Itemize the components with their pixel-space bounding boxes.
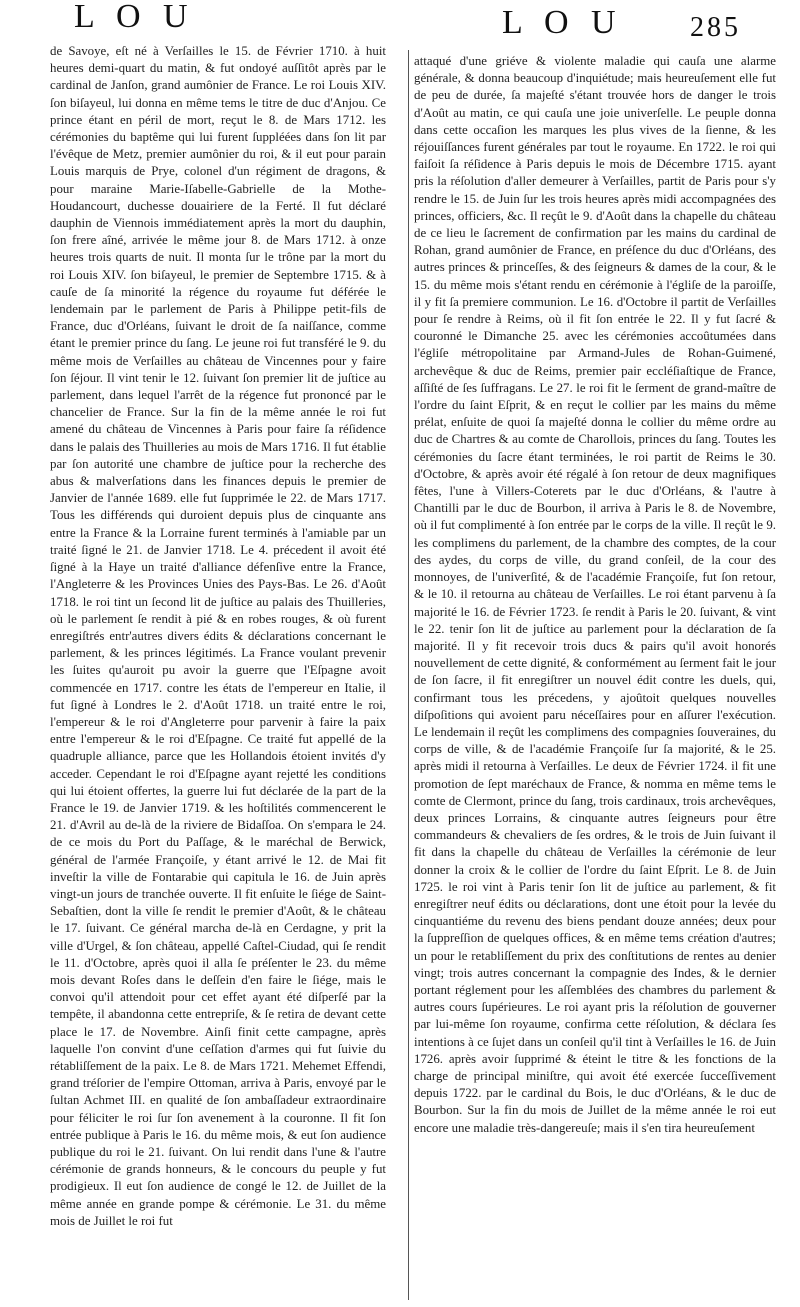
page-header bbox=[0, 0, 800, 43]
text-column-right bbox=[414, 53, 776, 1305]
left-column-text: de Savoye, eſt né à Verſailles le 15. de Février 1710. à huit heures demi-quart du matin, & fut ondoyé auſſitôt après par le cardinal de Janſon, grand aumônier de France. Le roi Louis XIV. ſon biſayeul, lui donna en même tems le titre de duc d'Anjou. Ce prince étant en péril de mort, reçut le 8. de Mars 1712. les cérémonies du baptême qui lui furent ſuppléées dans ſon lit par l'évêque de Metz, premier aumônier du roi, & il eut pour parain Louis marquis de Prye, colonel d'un régiment de dragons, & pour maraine Marie-Iſabelle-Gabrielle de la Mothe-Houdancourt, duchesse douairiere de la Ferté. Il fut déclaré dauphin de Viennois immédiatement après la mort du dauphin, ſon frere aîné, arrivée le même jour 8. de Mars 1712. à onze heures trois quarts de nuit. Il monta ſur le trône par la mort du roi Louis XIV. ſon biſayeul, le premier de Septembre 1715. & à cauſe de ſa minorité la régence du royaume fut déférée le lendemain par le parlement de Paris à Philippe petit-fils de France, duc d'Orléans, ſuivant le droit de ſa naiſſance, comme étant le premier prince du ſang. Le jeune roi fut transféré le 9. du même mois de Verſailles au château de Vincennes pour y faire ſon ſéjour. Il vint tenir le 12. ſuivant ſon premier lit de juſtice au parlement, dans lequel l'arrêt de la régence fut prononcé par le chancelier de France. Sur la fin de la même année le roi fut amené du château de Vincennes à Paris pour faire ſa réſidence dans le palais des Thuilleries au mois de Mars 1716. Il fut établie par ſon autorité une chambre de juſtice pour la recherche des abus & malverſations dans les finances depuis le premier de Janvier de l'année 1689. elle fut ſupprimée le 22. de Mars 1717. Tous les différends qui duroient depuis plus de cinquante ans entre la France & la Lorraine furent terminés à l'amiable par un traité ſigné le 21. de Janvier 1718. Le 4. précedent il avoit été ſigné à la Haye un traité d'alliance défenſive entre la France, l'Angleterre & les Provinces Unies des Pays-Bas. Le 26. d'Août 1718. le roi tint un ſecond lit de juſtice au palais des Thuilleries, où le parlement ſe rendit à pié & en robes rouges, & où furent enregiſtrés entr'autres divers édits & déclarations concernant le parlement, & les princes légitimés. La France voulant prevenir les ſuites qu'auroit pu avoir la guerre que l'Eſpagne avoit commencée en 1717. contre les états de l'empereur en Italie, il fut ſigné à Londres le 2. d'Août 1718. un traité entre le roi, l'empereur & le roi d'Angleterre pour parvenir à faire la paix entre l'empereur & le roi d'Eſpagne. Ce traité fut appellé de la quadruple alliance, parce que les Hollandois étoient invités d'y acceder. Cependant le roi d'Eſpagne ayant rejetté les conditions qui lui étoient offertes, la guerre lui fut déclarée de la part de la France le 19. de Janvier 1719. & les hoſtilités commencerent le 21. d'Avril au de-là de la riviere de Bidaſſoa. On s'empara le 24. de ce mois du Port du Paſſage, & le maréchal de Berwick, général de l'armée Françoiſe, y étant arrivé le 12. de Mai fit inveſtir la ville de Fontarabie qui capitula le 16. de Juin après vingt-un jours de tranchée ouverte. Il fit enſuite le ſiége de Saint-Sebaſtien, dont la ville ſe rendit le premier d'Août, & le château le 17. ſuivant. Ce général marcha de-là en Cerdagne, y prit la ville d'Urgel, & ſon château, appellé Caſtel-Ciudad, qui ſe rendit le 11. d'Octobre, après quoi il alla ſe préſenter le 23. du même mois devant Roſes dans le deſſein d'en faire le ſiége, mais le convoi qu'il attendoit pour cet effet ayant été diſperſé par la tempête, il abandonna cette entrepriſe, & ſe retira de devant cette place le 17. de Novembre. Ainſi finit cette campagne, après laquelle l'on convint d'une ceſſation d'armes qui fut ſuivie du rétabliſſement de la paix. Le 8. de Mars 1721. Mehemet Effendi, grand tréſorier de l'empire Ottoman, arriva à Paris, envoyé par le ſultan Achmet III. en qualité de ſon ambaſſadeur extraordinaire pour féliciter le roi ſur ſon avenement à la couronne. Il fit ſon entrée publique à Paris le 16. du même mois, & eut ſon audience publique du roi le 21. ſuivant. On lui rendit dans l'une & l'autre cérémonie de grands honneurs, & le concours du peuple y fut prodigieux. Il eut ſon audience de congé le 12. de Juillet de la même année en grande pompe & cérémonie. Le 31. du même mois de Juillet le roi fut bbox=[50, 44, 386, 1228]
running-head-right: L O U bbox=[502, 4, 623, 41]
right-column-text: attaqué d'une griéve & violente maladie qui cauſa une alarme générale, & donna beaucoup d'inquiétude; mais heureuſement elle fut de peu de durée, ſa majeſté s'étant trouvée hors de danger le trois d'Août au matin, ce qui cauſa une joie univerſelle. Le peuple donna dans cette occaſion les marques les plus vives de la ſienne, & les réjouiſſances furent générales par tout le royaume. En 1722. le roi qui faiſoit ſa réſidence à Paris depuis le mois de Décembre 1715. ayant pris la réſolution d'aller demeurer à Verſailles, partit de Paris pour s'y rendre le 15. de Juin ſur les trois heures après midi accompagnées des princes, officiers, &c. Il reçût le 9. d'Août dans la chapelle du château de ce lieu le ſacrement de confirmation par les mains du cardinal de Rohan, grand aumônier de France, en préſence du duc d'Orléans, des autres princes & princeſſes, & des ſeigneurs & dames de la cour, & le 15. du même mois s'étant rendu en cérémonie à l'égliſe de la paroiſſe, il y fit ſa premiere communion. Le 16. d'Octobre il partit de Verſailles pour ſe rendre à Reims, où il fit ſon entrée le 22. Il y fut ſacré & couronné le Dimanche 25. avec les cérémonies accoûtumées dans l'égliſe métropolitaine par Armand-Jules de Rohan-Guimené, archevêque & duc de Reims, premier pair eccléſiaſtique de France, aſſiſté de ſes ſuffragans. Le 27. le roi fit le ſerment de grand-maître de l'ordre du ſaint Eſprit, & en reçut le collier par les mains du même prélat, enſuite de quoi ſa majeſté donna le collier du même ordre au duc de Chartres & au comte de Charollois, princes du ſang. Toutes les cérémonies du ſacre étant terminées, le roi partit de Reims le 30. d'Octobre, & après avoir été régalé à ſon retour de deux magnifiques fêtes, l'une à Villers-Coterets par le duc d'Orléans, & l'autre à Chantilli par le duc de Bourbon, il arriva à Paris le 8. de Novembre, où il fut complimenté à ſon entrée par le corps de la ville. Il reçût le 9. les complimens du parlement, de la chambre des comptes, de la cour des aydes, du corps de ville, du grand conſeil, de la cour des monnoyes, de l'univerſité, & de l'académie Françoiſe, fut ſon retour, & le 10. il retourna au château de Verſailles. Le roi étant parvenu à ſa majorité le 16. de Février 1723. ſe rendit à Paris le 20. ſuivant, & vint le 22. tenir ſon lit de juſtice au parlement pour la déclaration de ſa majorité. Il y fit recevoir trois ducs & pairs qu'il avoit honorés nouvellement de cette dignité, & conformément au ſerment fait le jour de ſon ſacre, il fit enregiſtrer un nouvel édit contre les duels, qui, confirmant tous les précedens, y ajoûtoit quelques nouvelles diſpoſitions qui avoient paru néceſſaires pour en aſſurer l'exécution. Le lendemain il reçût les complimens des compagnies ſouveraines, du corps de ville, & de l'académie Françoiſe ſur ſa majorité, & le 25. après midi il retourna à Verſailles. Le deux de Février 1724. il fit une promotion de ſept maréchaux de France, & nomma en même tems le comte de Clermont, prince du ſang, trois cardinaux, trois archevêques, deux princes Lorrains, & cinquante autres ſeigneurs pour être commandeurs & chevaliers de ſes ordres, & le trois de Juin ſuivant il fit dans la chapelle du château de Verſailles la cérémonie de leur donner la croix & le collier de l'ordre du ſaint Eſprit. Le 8. de Juin 1725. le roi vint à Paris tenir ſon lit de juſtice au parlement, & fit enregiſtrer neuf édits ou déclarations, dont une étoit pour la levée du cinquantiéme du revenu des biens pendant douze années; deux pour la ſuppreſſion de quelques offices, & en même tems création d'autres; un pour le retabliſſement du prix des conſtitutions de rentes au denier vingt; trois autres concernant la compagnie des Indes, & le dernier portant réglement pour les aſſemblées des chambres du parlement & autres cours ſupérieures. Le roi ayant pris la réſolution de gouverner par lui-même ſon royaume, confirma cette réſolution, & déclara ſes intentions à ce ſujet dans un conſeil qu'il tint à Verſailles le 16. de Juin 1726. après avoir ſupprimé & éteint le titre & les fonctions de la charge de principal miniſtre, qui avoit été exercée ſucceſſivement depuis 1722. par le cardinal du Bois, le duc d'Orléans, & le duc de Bourbon. Sur la fin du mois de Juillet de la même année le roi eut encore une maladie très-dangereuſe; mais il s'en tira heureuſement bbox=[414, 54, 776, 1135]
running-head-left: L O U bbox=[74, 0, 195, 35]
column-divider bbox=[408, 50, 409, 1300]
page-number: 285 bbox=[690, 12, 741, 43]
text-column-left bbox=[50, 43, 386, 1305]
